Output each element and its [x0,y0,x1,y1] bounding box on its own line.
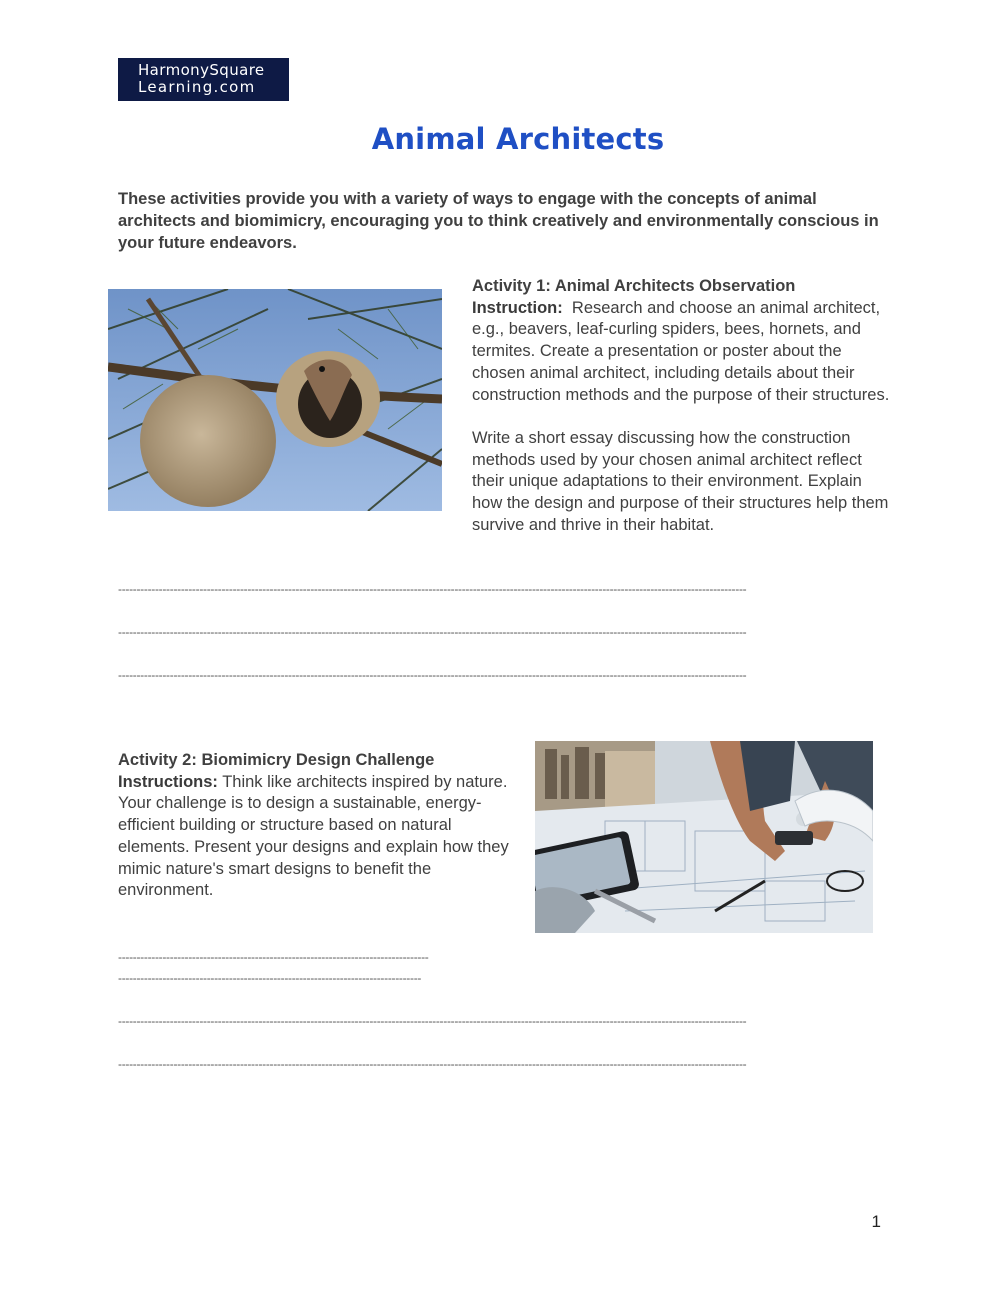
answer-line[interactable]: ---------------------------------------------------------------------------------- [118,971,422,985]
architect-desk-illustration [535,741,873,933]
architect-blueprint-image [535,741,873,933]
activity-1-heading: Activity 1: Animal Architects Observation [472,277,796,295]
activity-1-instruction [472,298,892,407]
logo-line-2: Learning.com [138,78,256,96]
bird-nest-illustration [108,289,442,511]
logo-line-1: HarmonySquare [138,61,265,79]
activity-2-section [118,750,518,902]
answer-line[interactable]: ------------------------------------------------------------------------------------ [118,950,429,964]
activity-1-essay-prompt: Write a short essay discussing how the construction methods used by your chosen animal architect reflect their unique adaptations to their environment. Explain how the design and purpose of their structures help them survive and thrive in their habitat. [472,428,889,534]
answer-line[interactable]: -------------------------------------------------------------------------------------------------------------------------------------------------------------------------- [118,1014,747,1028]
answer-line[interactable]: -------------------------------------------------------------------------------------------------------------------------------------------------------------------------- [118,668,747,682]
intro-paragraph: These activities provide you with a variety of ways to engage with the concepts of animal architects and biomimicry, encouraging you to think creatively and environmentally conscious in your future endeavors. [118,190,879,252]
page-title: Animal Architects [371,122,665,156]
answer-line[interactable]: -------------------------------------------------------------------------------------------------------------------------------------------------------------------------- [118,1057,747,1071]
answer-line[interactable]: -------------------------------------------------------------------------------------------------------------------------------------------------------------------------- [118,625,747,639]
answer-line[interactable]: -------------------------------------------------------------------------------------------------------------------------------------------------------------------------- [118,582,747,596]
activity-1-instruction-text: Research and choose an animal architect, e.g., beavers, leaf-curling spiders, bees, hornets, and termites. Create a presentation or poster about the chosen animal architect, including details about their construction methods and the purpose of their structures. [472,298,890,404]
logo [118,58,289,101]
page-number: 1 [871,1212,881,1231]
activity-2-heading: Activity 2: Biomimicry Design Challenge [118,751,435,769]
activity-2-instruction [118,772,518,902]
activity-2-instruction-text: Think like architects inspired by nature. Your challenge is to design a sustainable, energy-efficient building or structure based on natural elements. Present your designs and explain how they mimic nature's smart designs to benefit the environment. [118,772,514,900]
activity-1-section [472,276,892,536]
activity-1-instruction-label: Instruction: [472,298,563,317]
activity-2-instruction-label: Instructions: [118,772,218,791]
bird-nest-image [108,289,442,511]
